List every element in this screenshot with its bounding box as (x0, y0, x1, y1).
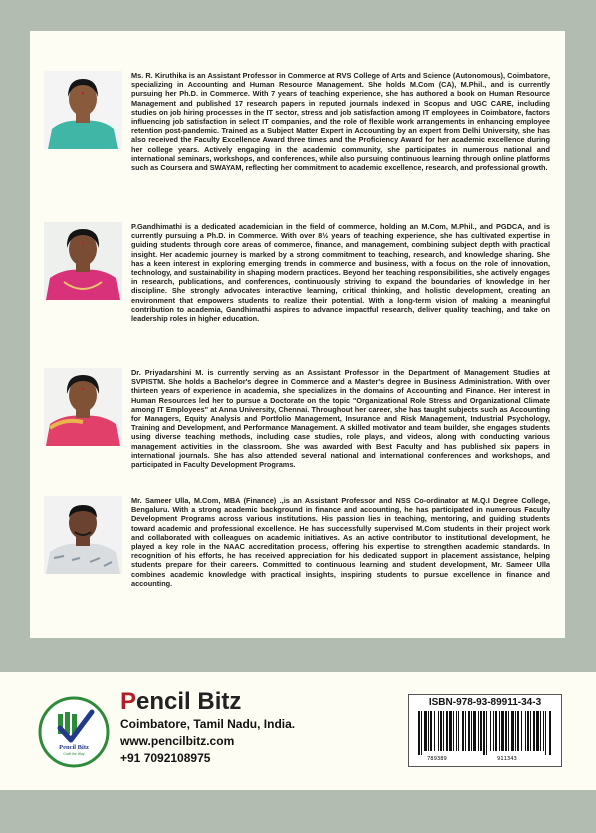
publisher-name (120, 689, 241, 715)
author-bio-text: P.Gandhimathi is a dedicated academician in the field of commerce, holding an M.Com, M.Phil., and PGDCA, and is currently pursuing a Ph.D. in Commerce. With over 8½ years of teaching experience, she has cultivated expertise in guiding students through core areas of commerce, finance, and management, combining subject depth with practical insight. Her academic journey is marked by a strong commitment to teaching, research, and knowledge sharing. She has a keen interest in exploring emerging trends in commerce and business, with a focus on the role of innovation, technology, and sustainability in shaping modern practices. Beyond her teaching responsibilities, she actively engages in research, publications, and conferences, continuously striving to expand the boundaries of knowledge in her discipline. She strongly advocates interactive learning, critical thinking, and holistic development, creating an environment that empowers students to realize their potential. With a long-term vision of making a meaningful contribution to academia, Gandhimathi aspires to advance impactful research, deliver quality teaching, and take on leadership roles in higher education. (131, 222, 550, 324)
logo-tagline: Craft the Way (63, 752, 85, 756)
logo-text: Pencil Bitz (59, 744, 89, 751)
publisher-address: Coimbatore, Tamil Nadu, India. (120, 717, 296, 731)
author-photo (44, 71, 122, 149)
isbn-label: ISBN-978-93-89911-34-3 (428, 697, 542, 708)
author-bio-text: Ms. R. Kiruthika is an Assistant Professor in Commerce at RVS College of Arts and Science (Autonomous), Coimbatore, specializing in Accounting and Human Resource Management. She holds M.Com (CA), M.Phil., and is currently pursuing her Ph.D. in Commerce. With 7 years of teaching experience, she has authored a book on Human Resource Management and published 17 research papers in reputed journals indexed in Scopus and UGC CARE, including studies on job hiring processes in the IT sector, stress and job satisfaction among IT employees in Coimbatore, factors influencing job satisfaction in select IT companies, and the role of flexible work arrangements in enhancing employee retention post-pandemic. Trained as a Subject Matter Expert in Accounting by an expert from Delhi University, she has also received the Faculty Excellence Award three times and the Proficiency Award for her academic excellence during her college years. Actively engaging in the academic community, she participates in numerous national and international seminars, workshops, and conferences, while also pursuing continuous learning through online platforms such as Coursera and SWAYAM, reflecting her commitment to academic excellence, research, and professional growth. (131, 71, 550, 173)
publisher-name-rest: encil Bitz (136, 688, 242, 715)
author-bio-text: Dr. Priyadarshini M. is currently serving as an Assistant Professor in the Department of Management Studies at SVPISTM. She holds a Bachelor's degree in Commerce and a Master's degree in Business Administration. With over thirteen years of experience in academia, she specializes in the domains of Accounting and Finance. Her interest in Human Resources led her to pursue a Doctorate on the topic "Organizational Role Stress and Organizational Climate among IT Employees" at Anna University, Chennai. Throughout her career, she has taught subjects such as Accounting for Managers, Equity Analysis and Portfolio Management, Insurance and Risk Management, Industrial Psychology, Training and Development, and Performance Management. A skilled motivator and team builder, she engages students using diverse teaching methods, including case studies, role plays, and videos, along with conducting various management activities in the classroom. She was awarded with Best Faculty and has published six papers in international journals. She has also attended several national and international conferences and workshops, and participated in Faculty Development Programs. (131, 368, 550, 470)
isbn-barcode (408, 694, 562, 767)
publisher-website: www.pencilbitz.com (120, 734, 235, 748)
author-bios-panel (30, 31, 565, 638)
author-photo (44, 222, 122, 300)
publisher-phone: +91 7092108975 (120, 751, 211, 765)
author-photo (44, 368, 122, 446)
barcode-digits-right: 911343 (497, 756, 517, 762)
publisher-logo (38, 696, 110, 768)
barcode-bars (418, 711, 552, 755)
author-bio-text: Mr. Sameer Ulla, M.Com, MBA (Finance) .,is an Assistant Professor and NSS Co-ordinator at M.Q.I Degree College, Bengaluru. With a strong academic background in finance and accounting, he has participated in numerous Faculty Development Programs across various institutions. His passion lies in teaching, mentoring, and guiding students toward academic and professional excellence. He has successfully supervised M.Com students in their project work and collaborated with colleagues on academic initiatives. As an active contributor to institutional development, he played a key role in the NAAC accreditation process, offering his expertise to strengthen academic standards. In recognition of his efforts, he has received appreciation for his dedicated support in placement assistance, helping students prepare for their careers. Committed to continuous learning and student development, Mr. Sameer Ulla combines academic knowledge with practical insights, inspiring students to pursue excellence in finance and accounting. (131, 496, 550, 588)
author-photo (44, 496, 122, 574)
publisher-footer (0, 672, 596, 790)
barcode-digits-left: 789389 (427, 756, 447, 762)
publisher-name-initial: P (120, 688, 137, 715)
bottom-band (0, 790, 596, 833)
